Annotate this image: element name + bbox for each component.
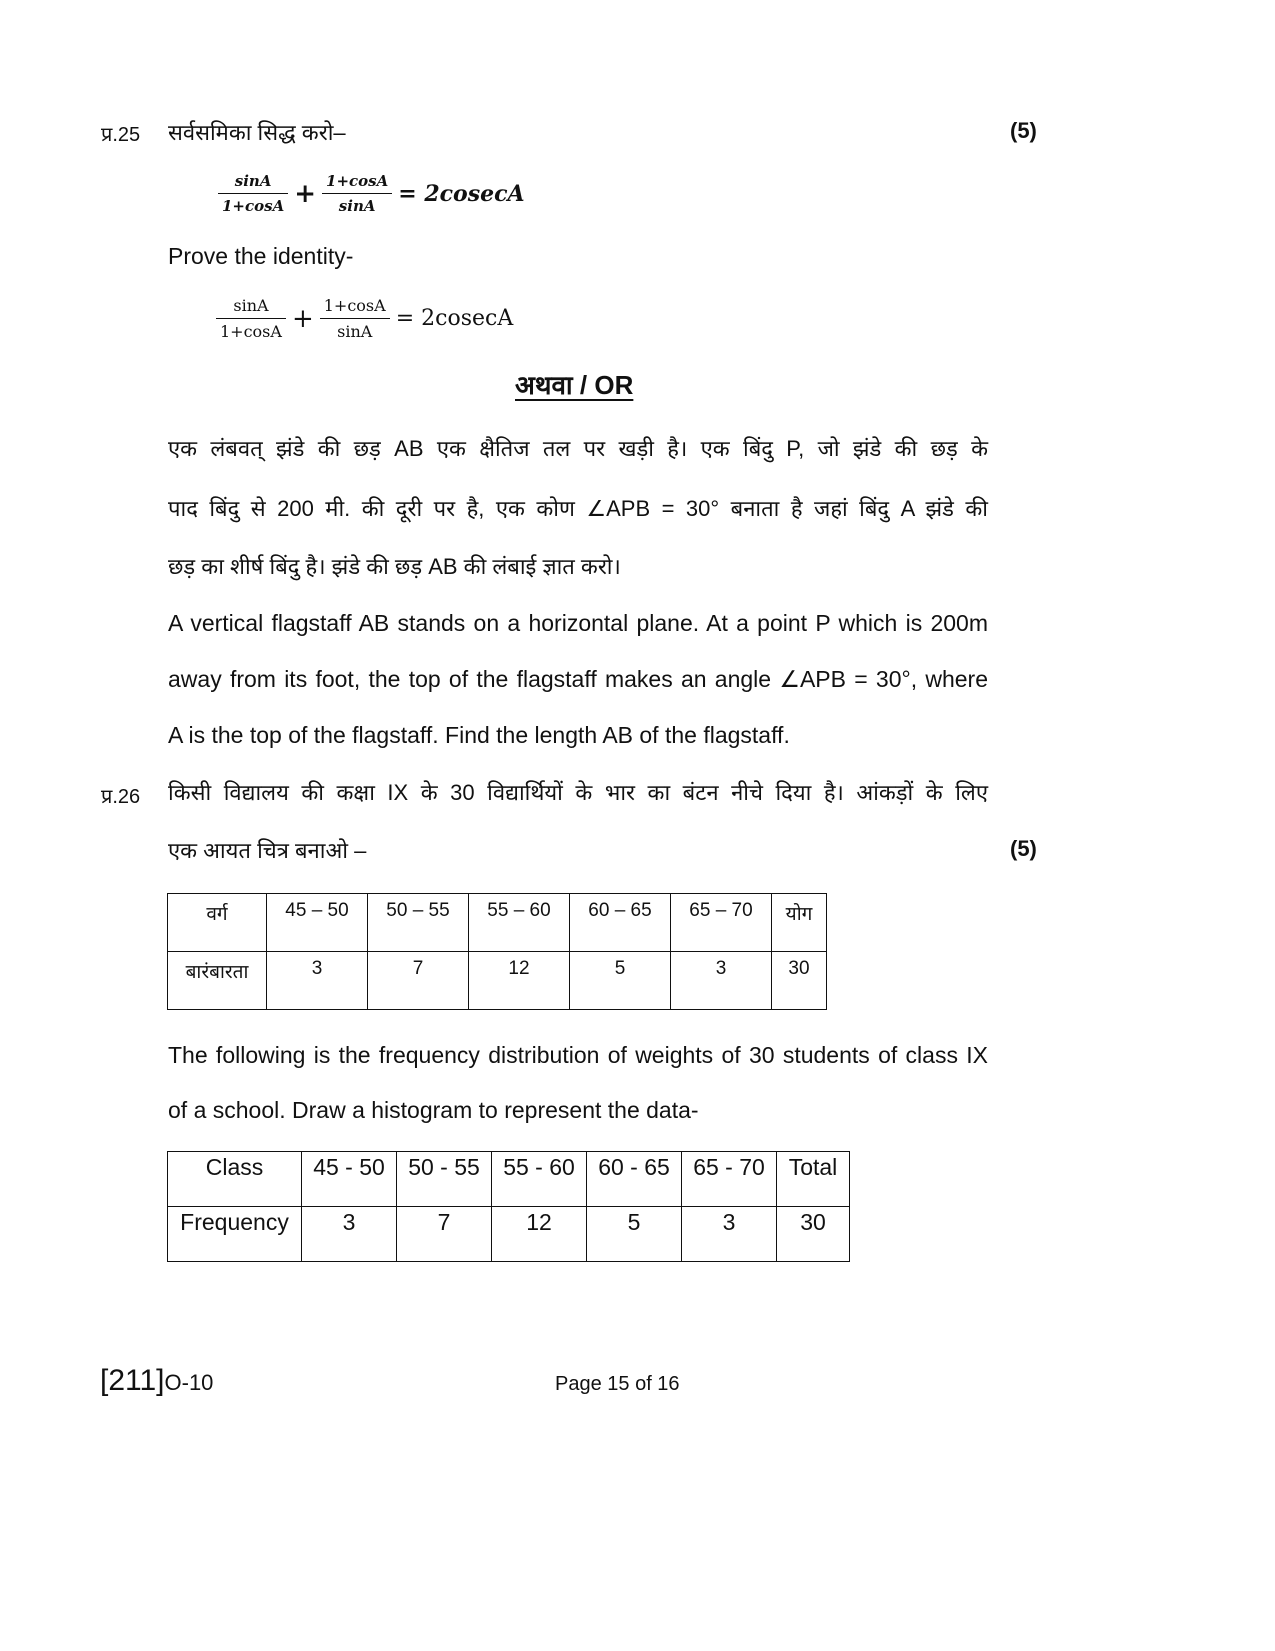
frequency-table-hindi [167,893,827,1010]
table-cell: 7 [368,952,469,1010]
question-26-english-line-1: The following is the frequency distribution of weights of 30 students of class IX [168,1042,988,1068]
english-alt-line-1: A vertical flagstaff AB stands on a horizontal plane. At a point P which is 200m [168,610,988,636]
fraction-1: $\frac{\sin A}{1+\cos A}$ [218,172,288,215]
question-25-marks: (5) [1010,118,1037,143]
table-cell: 50 - 55 [397,1152,492,1207]
question-25-english-prompt: Prove the identity- [168,243,354,269]
table-cell: 3 [671,952,772,1010]
table-cell: Total [777,1152,850,1207]
english-alt-line-3: A is the top of the flagstaff. Find the length AB of the flagstaff. [168,722,790,748]
table-cell: 60 – 65 [570,894,671,952]
table-cell: 3 [682,1207,777,1262]
table-cell: 5 [587,1207,682,1262]
hindi-alt-line-2: पाद बिंदु से 200 मी. की दूरी पर है, एक कोण ∠APB = 30° बनाता है जहां बिंदु A झंडे की [168,496,988,521]
question-25-number: प्र.25 [101,124,141,146]
fraction-2: $\frac{1+\cos A}{\sin A}$ [322,172,392,215]
table-cell: 30 [772,952,827,1010]
table-cell: 12 [469,952,570,1010]
table-cell: 45 – 50 [267,894,368,952]
question-26-hindi-line-1: किसी विद्यालय की कक्षा IX के 30 विद्यार्थियों के भार का बंटन नीचे दिया है। आंकड़ों के लिए [168,780,988,805]
identity-formula-bold: $\frac{\sin A}{1+\cos A}$ + $\frac{1+\cos A}{\sin A}$ = 2cosecA [218,172,525,215]
table-row [168,1207,850,1262]
table-header-row [168,894,827,952]
or-heading: अथवा / OR [515,370,634,400]
paper-code-suffix: O-10 [164,1370,214,1395]
table-cell: 7 [397,1207,492,1262]
table-cell: Class [168,1152,302,1207]
question-26-english-line-2: of a school. Draw a histogram to represent the data- [168,1097,699,1123]
paper-code [100,1364,213,1398]
table-cell: बारंबारता [168,952,267,1010]
table-cell: 45 - 50 [302,1152,397,1207]
hindi-alt-line-3: छड़ का शीर्ष बिंदु है। झंडे की छड़ AB की लंबाई ज्ञात करो। [168,554,621,579]
table-cell: 3 [302,1207,397,1262]
table-header-row [168,1152,850,1207]
fraction-1: $\frac{\sin A}{1+\cos A}$ [216,296,286,341]
table-cell: Frequency [168,1207,302,1262]
table-cell: 55 - 60 [492,1152,587,1207]
frequency-table-english [167,1151,850,1262]
question-25-hindi-prompt: सर्वसमिका सिद्ध करो– [168,120,346,145]
english-alt-line-2: away from its foot, the top of the flagstaff makes an angle ∠APB = 30°, where [168,666,988,692]
table-cell: 65 - 70 [682,1152,777,1207]
hindi-alt-line-1: एक लंबवत् झंडे की छड़ AB एक क्षैतिज तल पर खड़ी है। एक बिंदु P, जो झंडे की छड़ के [168,436,988,461]
question-26-number: प्र.26 [101,786,141,808]
question-26-marks: (5) [1010,836,1037,861]
identity-formula-plain: $\frac{\sin A}{1+\cos A}$ + $\frac{1+\cos A}{\sin A}$ = 2cosecA [216,296,513,341]
table-cell: 55 – 60 [469,894,570,952]
table-cell: 30 [777,1207,850,1262]
table-cell: वर्ग [168,894,267,952]
table-cell: 5 [570,952,671,1010]
table-cell: 65 – 70 [671,894,772,952]
table-cell: 50 – 55 [368,894,469,952]
paper-code-main: [211] [100,1364,165,1397]
table-cell: 60 - 65 [587,1152,682,1207]
question-26-hindi-line-2: एक आयत चित्र बनाओ – [168,838,367,863]
table-row [168,952,827,1010]
fraction-2: $\frac{1+\cos A}{\sin A}$ [320,296,390,341]
table-cell: योग [772,894,827,952]
table-cell: 3 [267,952,368,1010]
page-number: Page 15 of 16 [555,1373,680,1395]
table-cell: 12 [492,1207,587,1262]
